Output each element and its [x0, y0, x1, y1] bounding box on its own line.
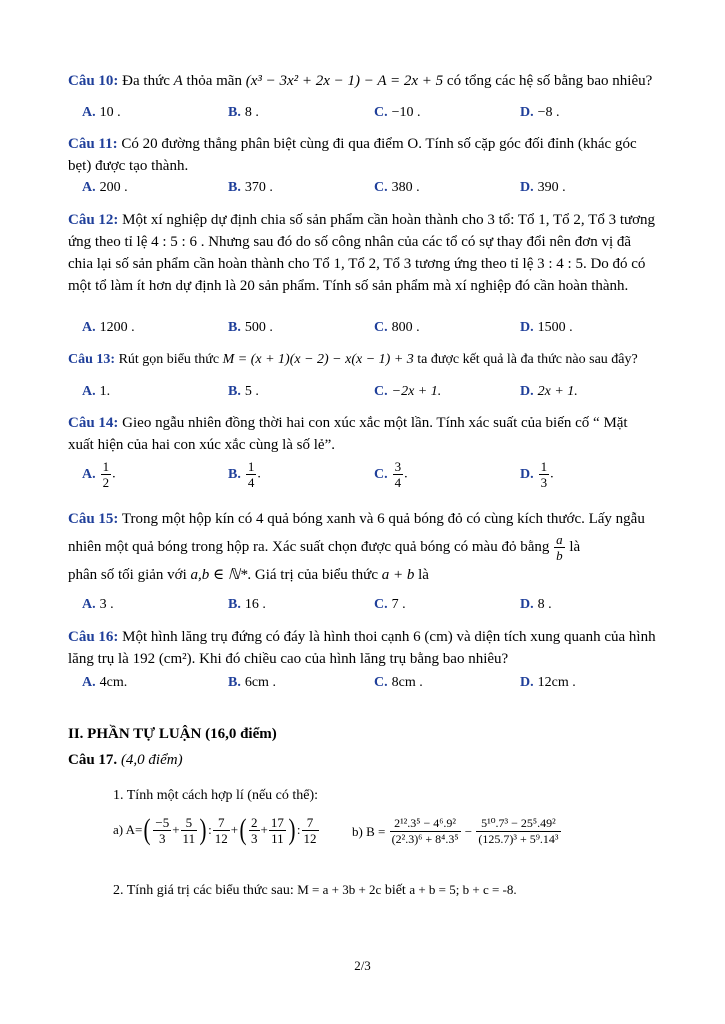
option-b[interactable]: B. 8 . — [228, 105, 259, 120]
option-d[interactable]: D. 390 . — [520, 180, 566, 195]
answer-options — [82, 460, 642, 496]
question-text: có tổng các hệ số bằng bao nhiêu? — [446, 73, 653, 89]
question-16 — [68, 626, 656, 670]
option-d[interactable]: D. 1500 . — [520, 320, 573, 335]
question-12 — [68, 209, 656, 297]
question-text: Đa thức — [122, 73, 170, 89]
math-expression: M = (x + 1)(x − 2) − x(x − 1) + 3 — [222, 352, 414, 367]
question-text: . Giá trị của biểu thức — [247, 567, 378, 583]
question-heading: Câu 10: — [68, 73, 119, 89]
question-heading: Câu 11: — [68, 136, 118, 152]
option-c[interactable]: C. −2x + 1. — [374, 384, 442, 399]
option-c[interactable]: C. $\frac{3}{4}$ . — [374, 459, 408, 490]
question-17-heading: Câu 17. (4,0 điểm) — [68, 752, 183, 768]
fraction: $\frac{3}{4}$ — [394, 459, 402, 490]
option-b[interactable]: B. 5 . — [228, 384, 259, 399]
question-points: (4,0 điểm) — [120, 752, 183, 768]
question-heading: Câu 15: — [68, 511, 119, 527]
fraction: $\frac{1}{4}$ — [247, 459, 255, 490]
section-title: II. PHẦN TỰ LUẬN (16,0 điểm) — [68, 726, 277, 742]
option-d[interactable]: D. 8 . — [520, 597, 552, 612]
option-d[interactable]: D. 2x + 1. — [520, 384, 578, 399]
option-d[interactable]: D. 12cm . — [520, 675, 576, 690]
answer-options — [82, 102, 642, 124]
question-text: là — [418, 567, 429, 583]
question-text: Một hình lăng trụ đứng có đáy là hình thoi cạnh 6 (cm) và diện tích xung quanh của hình lăng trụ là 192 (cm²). Khi đó chiều cao của hình lăng trụ bằng bao nhiêu? — [68, 629, 656, 667]
question-14 — [68, 412, 656, 456]
option-c[interactable]: C. 7 . — [374, 597, 406, 612]
option-a[interactable]: A. 200 . — [82, 180, 128, 195]
question-text: Trong một hộp kín có 4 quả bóng xanh và 6 quả bóng đỏ có cùng kích thước. Lấy ngẫu nhiên một quả bóng trong hộp ra. Xác suất chọn được quả bóng có màu đỏ bằng — [68, 511, 645, 555]
math-expression: (x³ − 3x² + 2x − 1) − A = 2x + 5 — [245, 73, 444, 89]
question-10 — [68, 70, 656, 92]
math-variable: A — [173, 73, 183, 89]
question-text: Rút gọn biểu thức — [118, 352, 220, 367]
option-a[interactable]: A. 4cm. — [82, 675, 128, 690]
question-text: phân số tối giản với — [68, 567, 187, 583]
fraction: $\frac{1}{2}$ — [102, 459, 110, 490]
option-a[interactable]: A. 1. — [82, 384, 111, 399]
question-text: Gieo ngẫu nhiên đồng thời hai con xúc xắc một lần. Tính xác suất của biến cố “ Mặt xuất hiện của hai con xúc xắc cùng là số lẻ”. — [68, 415, 628, 453]
option-a[interactable]: A. 10 . — [82, 105, 121, 120]
math-expression: a + b — [381, 567, 415, 583]
page-number: 2/3 — [354, 958, 371, 973]
option-a[interactable]: A. 1200 . — [82, 320, 135, 335]
option-b[interactable]: B. 6cm . — [228, 675, 276, 690]
question-text: ta được kết quả là đa thức nào sau đây? — [417, 352, 638, 367]
option-b[interactable]: B. 370 . — [228, 180, 273, 195]
option-b[interactable]: B. $\frac{1}{4}$ . — [228, 459, 261, 490]
question-heading: Câu 14: — [68, 415, 119, 431]
answer-options — [82, 381, 642, 403]
fraction: $\frac{1}{3}$ — [540, 459, 548, 490]
answer-options — [82, 594, 642, 616]
option-c[interactable]: C. 380 . — [374, 180, 420, 195]
question-heading: Câu 12: — [68, 212, 119, 228]
part-1-instruction: 1. Tính một cách hợp lí (nếu có thể): — [113, 788, 319, 803]
option-d[interactable]: D. −8 . — [520, 105, 560, 120]
option-c[interactable]: C. −10 . — [374, 105, 421, 120]
question-text: Có 20 đường thẳng phân biệt cùng đi qua điểm O. Tính số cặp góc đối đỉnh (khác góc bẹt) được tạo thành. — [68, 136, 637, 174]
fraction: $\frac{a}{b}$ — [556, 532, 563, 563]
answer-options — [82, 672, 642, 694]
option-c[interactable]: C. 8cm . — [374, 675, 423, 690]
option-d[interactable]: D. $\frac{1}{3}$ . — [520, 459, 554, 490]
question-text: Một xí nghiệp dự định chia số sản phẩm cần hoàn thành cho 3 tổ: Tổ 1, Tổ 2, Tổ 3 tương ứng theo tỉ lệ 4 : 5 : 6 . Nhưng sau đó do số công nhân của các tổ có sự thay đổi nên đơn vị đã chia lại số sản phẩm cần hoàn thành cho Tổ 1, Tổ 2, Tổ 3 tương ứng theo tỉ lệ 3 : 4 : 5. Do đó có một tổ làm ít hơn dự định là 20 sản phẩm. Tính số sản phẩm mà xí nghiệp đó cần hoàn thành. — [68, 212, 656, 294]
question-15 — [68, 506, 656, 589]
question-heading: Câu 13: — [68, 352, 116, 367]
answer-options — [82, 177, 642, 199]
option-b[interactable]: B. 500 . — [228, 320, 273, 335]
formula-a: a) A= ( $\frac{-5}{3}$ + $\frac{5}{11}$ ) : $\frac{7}{12}$ + ( $\frac{2}{3}$ + $\frac{17}{11}$ ) : $\frac{7}{12}$ — [113, 813, 317, 846]
part-2-instruction: 2. Tính giá trị các biểu thức sau: M = a + 3b + 2c biết a + b = 5; b + c = -8. — [113, 882, 517, 898]
option-b[interactable]: B. 16 . — [228, 597, 266, 612]
question-text: là — [569, 538, 581, 555]
option-a[interactable]: A. $\frac{1}{2}$ . — [82, 459, 116, 490]
question-13 — [68, 349, 656, 371]
option-a[interactable]: A. 3 . — [82, 597, 114, 612]
question-heading: Câu 16: — [68, 629, 119, 645]
option-c[interactable]: C. 800 . — [374, 320, 420, 335]
formula-b: b) B = $\frac{\text{2¹².3⁵ − 4⁶.9²}}{\text{(2².3)⁶ + 8⁴.3⁵}}$ − $\frac{\text{5¹⁰.7³ − 25⁵.49²}}{\text{(125.7)³ + 5⁹.14³}}$ — [352, 816, 559, 846]
math-condition: a,b ∈ ℕ* — [190, 567, 248, 583]
question-11 — [68, 133, 656, 177]
question-text: thỏa mãn — [186, 73, 242, 89]
answer-options — [82, 317, 642, 339]
